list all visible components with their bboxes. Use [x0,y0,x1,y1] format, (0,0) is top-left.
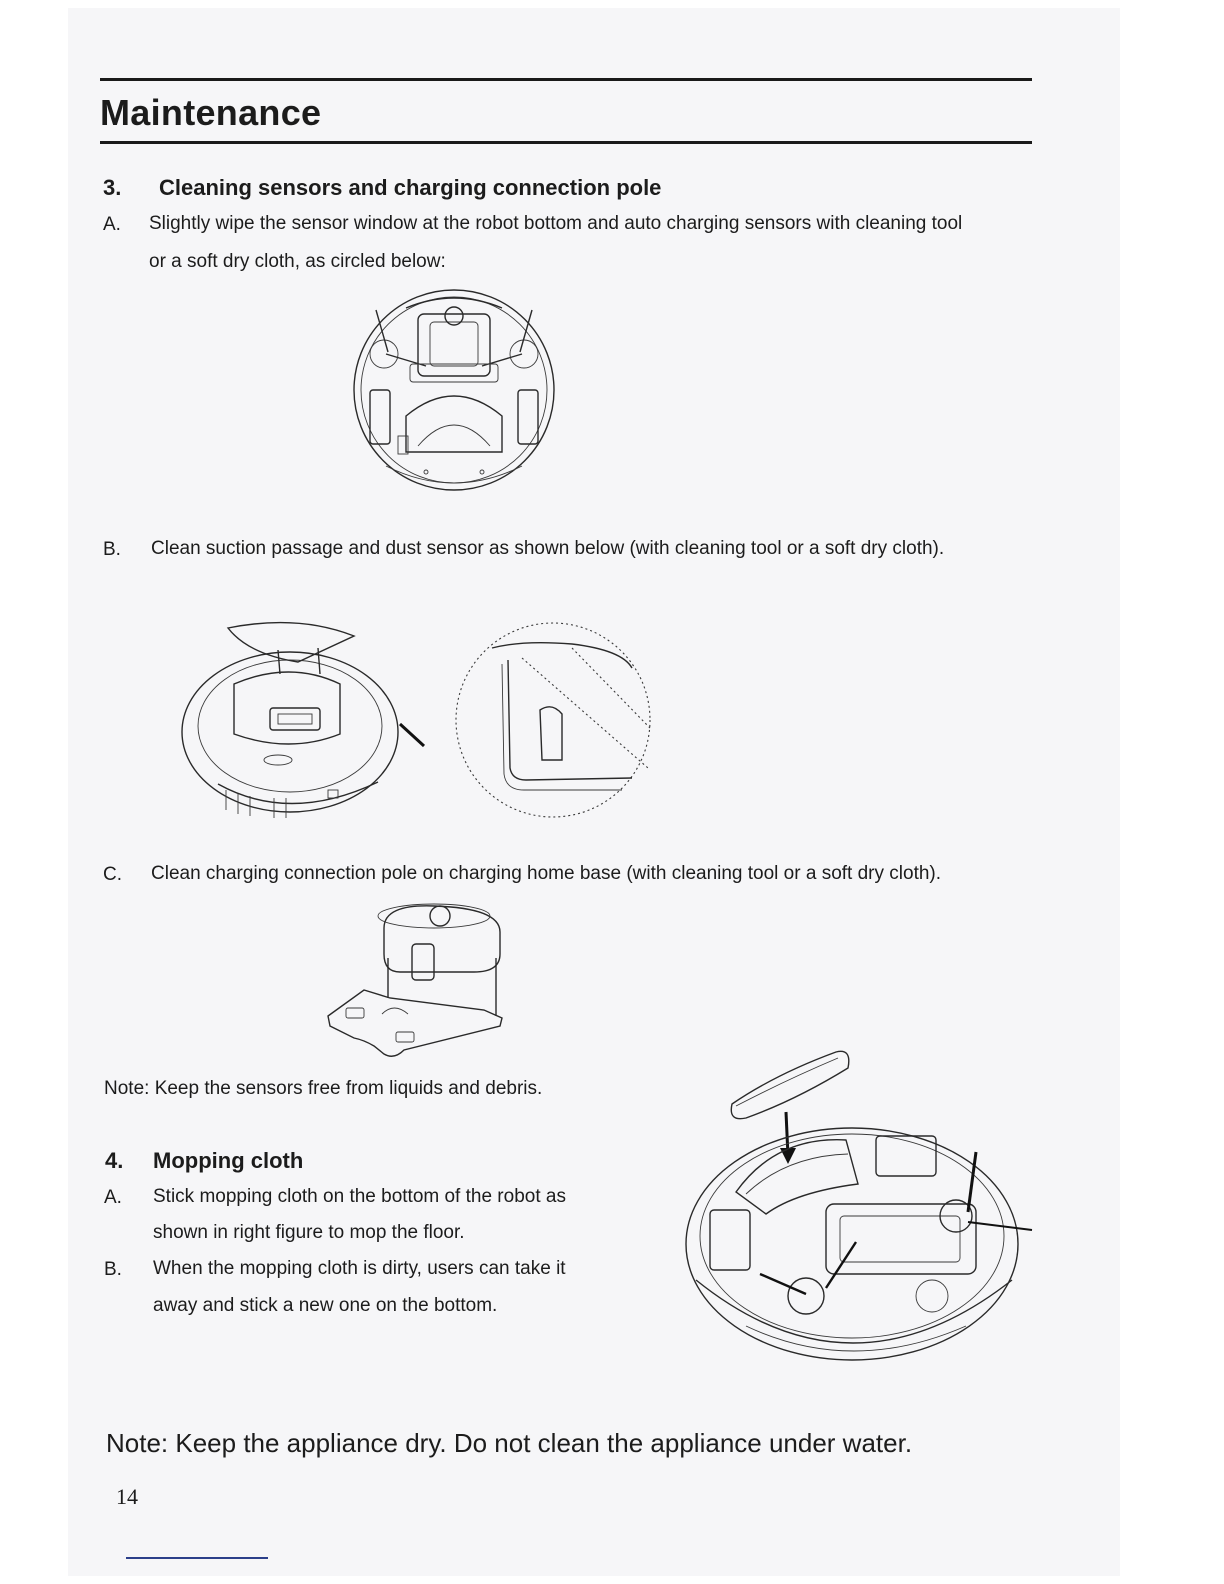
section-3-heading: Cleaning sensors and charging connection pole [159,175,662,200]
step-3a-text-line2: or a soft dry cloth, as circled below: [149,251,446,272]
step-3b-text: Clean suction passage and dust sensor as shown below (with cleaning tool or a soft dry cloth). [151,538,945,559]
step-4a-line1: Stick mopping cloth on the bottom of the robot as [153,1186,566,1207]
step-3b-marker: B. [103,539,121,560]
step-3c-text: Clean charging connection pole on charging home base (with cleaning tool or a soft dry cloth). [151,863,942,884]
appliance-dry-note: Note: Keep the appliance dry. Do not clean the appliance under water. [106,1428,913,1458]
step-3a-marker: A. [103,214,121,235]
mopping-cloth-figure [676,1044,1038,1380]
sensor-note: Note: Keep the sensors free from liquids and debris. [104,1078,543,1099]
section-4-number: 4. [105,1148,124,1173]
step-4a-marker: A. [104,1187,122,1208]
step-3a-text-line1: Slightly wipe the sensor window at the robot bottom and auto charging sensors with cleaning tool [149,213,963,234]
step-4b-marker: B. [104,1259,122,1280]
step-4a-line2: shown in right figure to mop the floor. [153,1222,465,1243]
header-rule-top [100,78,1032,81]
page-number: 14 [116,1484,138,1509]
bottom-edge-mark [126,1557,268,1559]
robot-bottom-figure [346,286,562,498]
section-4-heading: Mopping cloth [153,1148,304,1173]
dust-sensor-detail-circle [452,618,654,822]
charging-base-figure [324,898,508,1062]
header-rule-bottom [100,141,1032,144]
step-3c-marker: C. [103,864,122,885]
page-title: Maintenance [100,92,322,133]
step-4b-line2: away and stick a new one on the bottom. [153,1295,498,1316]
step-4b-line1: When the mopping cloth is dirty, users can take it [153,1258,566,1279]
suction-passage-figure [178,614,436,820]
section-3-number: 3. [103,175,122,200]
